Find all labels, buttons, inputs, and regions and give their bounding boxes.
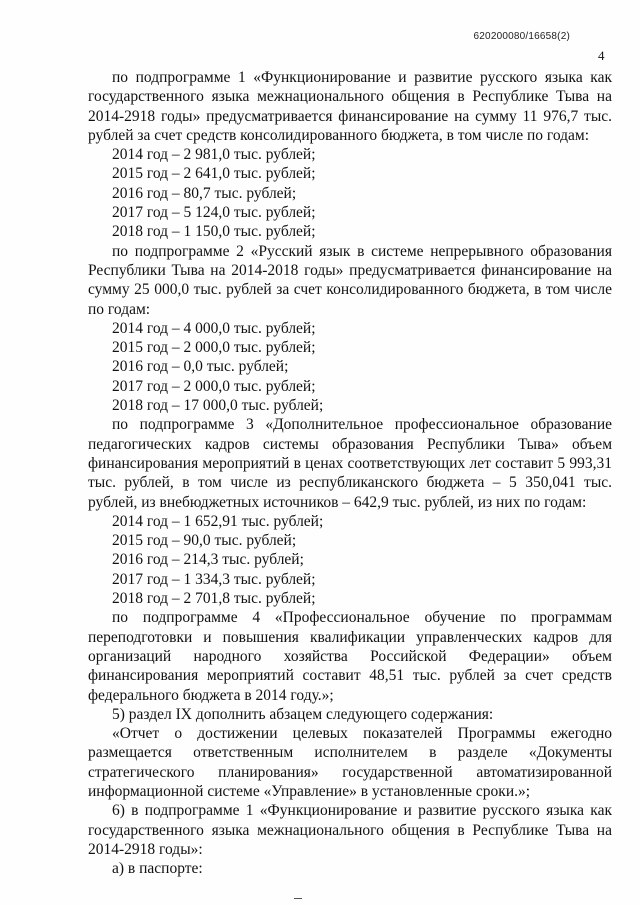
- paragraph-subprogram-2: по подпрограмме 2 «Русский язык в системе непрерывного образования Республики Тыва на 2014-2018 годы» предусматривается финансирование на сумму 25 000,0 тыс. рублей за счет консолидированного бюджета, в том числе по годам:: [88, 242, 612, 318]
- list-item: 2014 год – 4 000,0 тыс. рублей;: [112, 319, 316, 337]
- page-number: 4: [598, 48, 605, 63]
- list-item: 2016 год – 80,7 тыс. рублей;: [112, 184, 297, 202]
- paragraph-passport: а) в паспорте:: [112, 860, 203, 878]
- paragraph-subprogram-1: по подпрограмме 1 «Функционирование и развитие русского языка как государственного языка межнационального общения в Республике Тыва на 2014-2918 годы» предусматривается финансирование на сумму 11 976,7 тыс. рублей за счет средств консолидированного бюджета, в том числе по годам:: [88, 69, 612, 144]
- list-item: 2017 год – 5 124,0 тыс. рублей;: [112, 204, 316, 222]
- list-item: 2018 год – 17 000,0 тыс. рублей;: [112, 397, 324, 415]
- list-item: 2016 год – 0,0 тыс. рублей;: [112, 358, 289, 376]
- list-item: 2015 год – 2 641,0 тыс. рублей;: [112, 165, 316, 183]
- list-item: 2014 год – 2 981,0 тыс. рублей;: [112, 146, 316, 164]
- list-item: 2018 год – 2 701,8 тыс. рублей;: [112, 590, 316, 608]
- paragraph-subprogram-4: по подпрограмме 4 «Профессиональное обучение по программам переподготовки и повышения квалификации управленческих кадров для организаций народного хозяйства Российской Федерации» объем финансирования мероприятий составит 48,51 тыс. рублей за счет средств федерального бюджета в 2014 году.»;: [88, 609, 612, 704]
- list-item: 2015 год – 2 000,0 тыс. рублей;: [112, 339, 316, 357]
- document-id: 620200080/16658(2): [473, 31, 570, 42]
- paragraph-subprogram-3: по подпрограмме 3 «Дополнительное профессиональное образование педагогических кадров системы образования Республики Тыва» объем финансирования мероприятий в ценах соответствующих лет составит 5 993,31 тыс. рублей, в том числе из республиканского бюджета – 5 350,041 тыс. рублей, из внебюджетных источников – 642,9 тыс. рублей, из них по годам:: [88, 416, 612, 511]
- list-item: 2017 год – 2 000,0 тыс. рублей;: [112, 377, 316, 395]
- list-item: 2017 год – 1 334,3 тыс. рублей;: [112, 570, 316, 588]
- list-item: 2015 год – 90,0 тыс. рублей;: [112, 532, 297, 550]
- document-body: [88, 68, 612, 878]
- list-item: 2014 год – 1 652,91 тыс. рублей;: [112, 512, 324, 530]
- list-item: 2018 год – 1 150,0 тыс. рублей;: [112, 223, 316, 241]
- footer-mark: [294, 898, 302, 899]
- paragraph-amendment-6: 6) в подпрограмме 1 «Функционирование и развитие русского языка как государственного языка межнационального общения в Республике Тыва на 2014-2918 годы»:: [88, 802, 612, 858]
- list-item: 2016 год – 214,3 тыс. рублей;: [112, 551, 304, 569]
- paragraph-report-quote: «Отчет о достижении целевых показателей Программы ежегодно размещается ответственным исполнителем в разделе «Документы стратегического планирования» государственной автоматизированной информационной системе «Управление» в установленные сроки.»;: [88, 725, 612, 800]
- paragraph-section-ix: 5) раздел IX дополнить абзацем следующего содержания:: [112, 705, 494, 723]
